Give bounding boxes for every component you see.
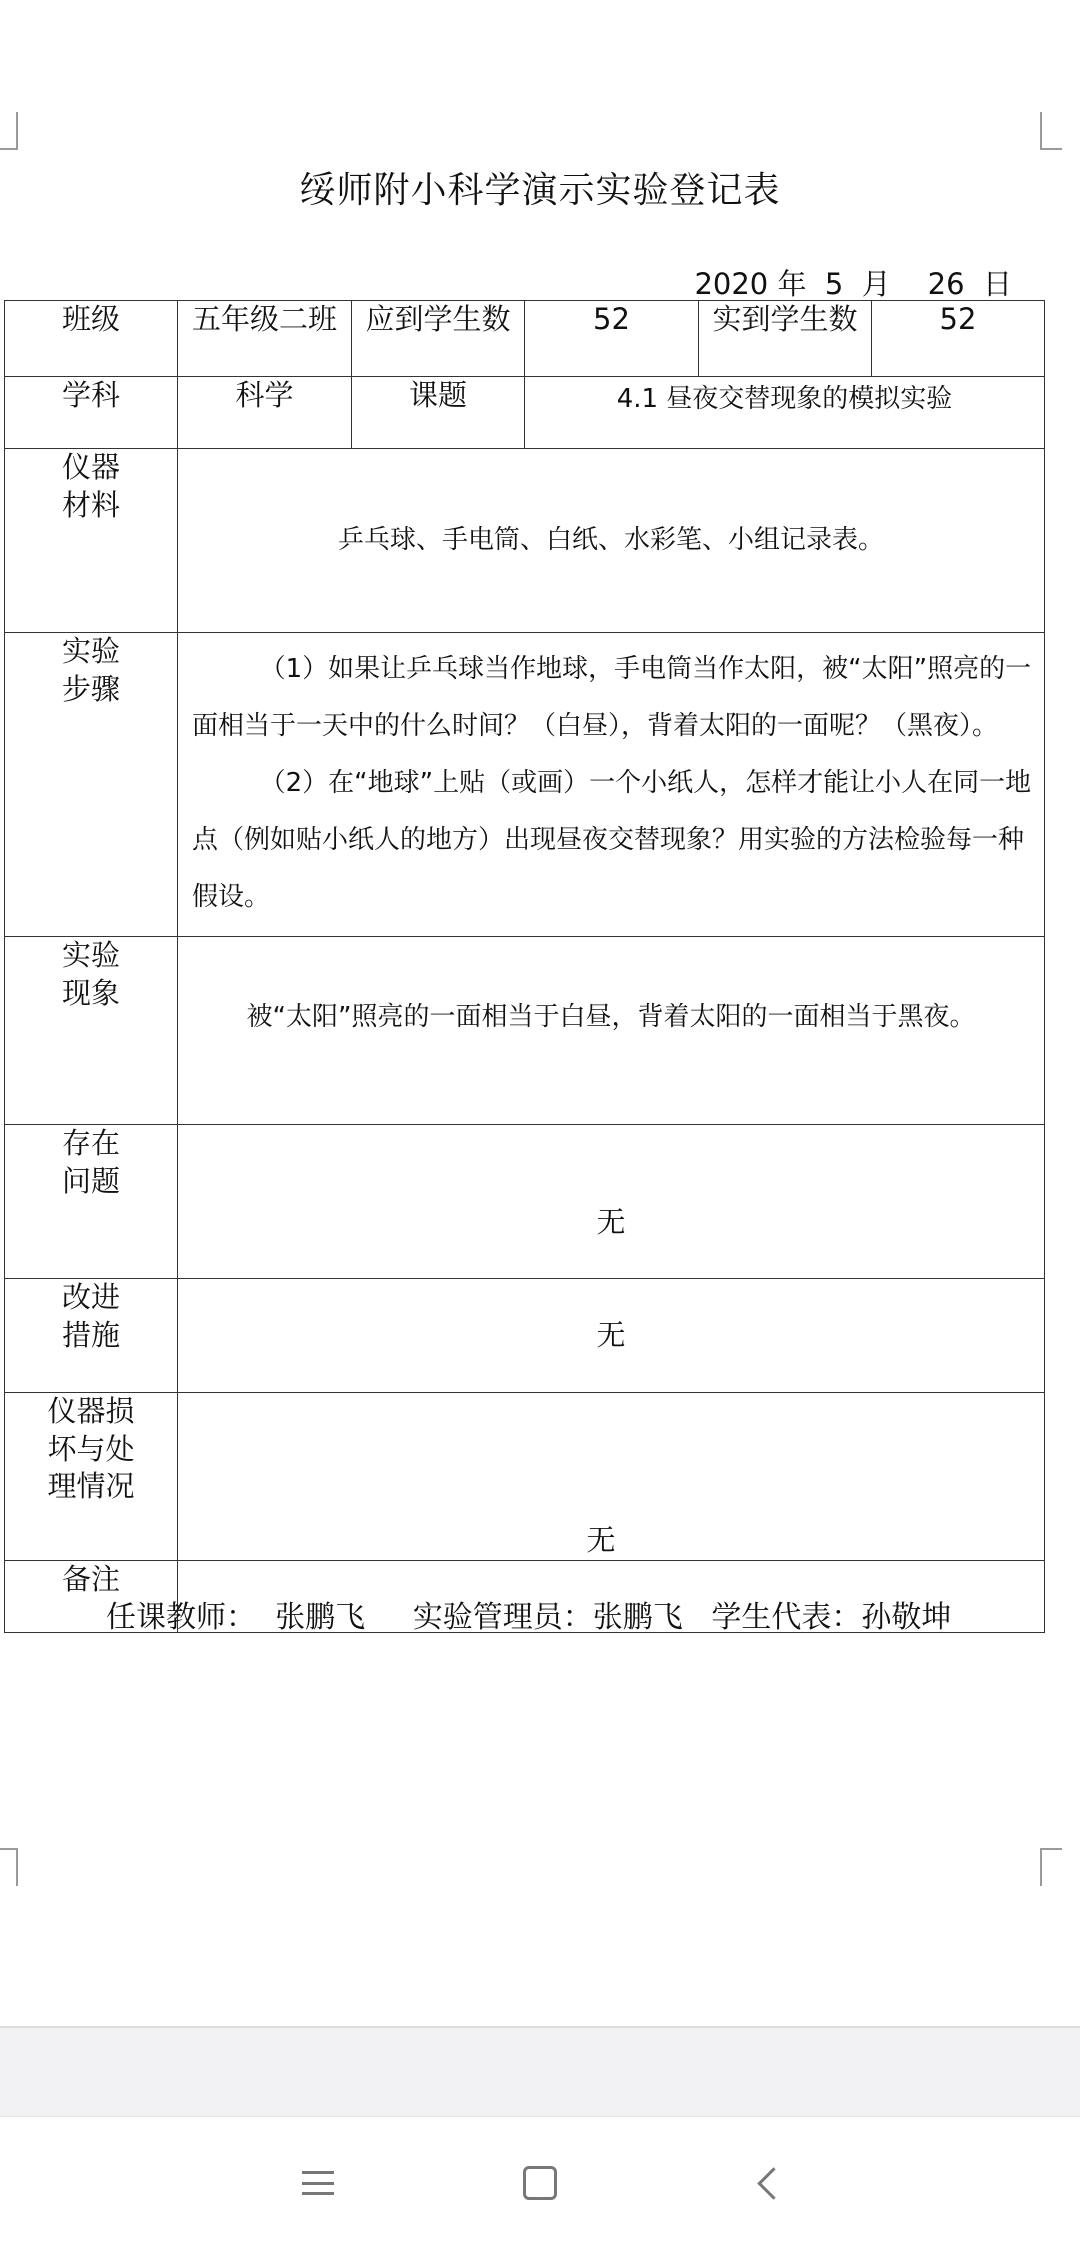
table-row	[5, 1279, 1045, 1393]
menu-button[interactable]	[286, 2151, 350, 2215]
signature-line: 任课教师： 张鹏飞 实验管理员：张鹏飞 学生代表：孙敬坤	[106, 1600, 952, 1635]
record-date: 2020 年 5 月 26 日	[694, 267, 1012, 301]
expected-students-label: 应到学生数	[352, 301, 525, 377]
materials-label	[5, 449, 178, 633]
bottom-panel	[0, 2026, 1080, 2118]
steps-label-line: 步骤	[61, 671, 120, 706]
remark-label: 备注	[5, 1561, 178, 1633]
step-paragraph: （2）在“地球”上贴（或画）一个小纸人，怎样才能让小人在同一地点（例如贴小纸人的地方）出现昼夜交替现象？用实验的方法检验每一种假设。	[192, 768, 1032, 912]
phenomenon-label-line: 实验	[61, 938, 120, 972]
problem-label	[5, 1125, 178, 1279]
materials-value: 乒乓球、手电筒、白纸、水彩笔、小组记录表。	[178, 449, 1045, 633]
home-button[interactable]	[508, 2151, 572, 2215]
subject-label: 学科	[5, 377, 178, 449]
page-corner-mark	[0, 1848, 18, 1886]
damage-label	[5, 1393, 178, 1561]
table-row	[5, 633, 1045, 937]
damage-label-line: 理情况	[47, 1469, 135, 1504]
class-label: 班级	[5, 301, 178, 377]
page-corner-mark	[1040, 1848, 1062, 1886]
materials-label-line: 仪器	[61, 450, 120, 484]
document-title: 绥师附小科学演示实验登记表	[299, 170, 781, 211]
problem-label-line: 问题	[61, 1163, 120, 1198]
damage-label-line: 坏与处	[47, 1431, 135, 1466]
steps-label-line: 实验	[61, 634, 120, 668]
phenomenon-label	[5, 937, 178, 1125]
expected-students-value: 52	[525, 301, 699, 377]
table-row	[5, 1125, 1045, 1279]
phenomenon-label-line: 现象	[61, 975, 120, 1010]
improve-label-line: 措施	[61, 1317, 120, 1352]
improve-value: 无	[178, 1279, 1045, 1393]
damage-value: 无	[178, 1393, 1045, 1561]
improve-label-line: 改进	[61, 1280, 120, 1314]
table-row	[5, 1393, 1045, 1561]
page-corner-mark	[0, 112, 18, 150]
damage-label-line: 仪器损	[47, 1394, 135, 1428]
back-button[interactable]	[736, 2151, 800, 2215]
actual-students-value: 52	[872, 301, 1045, 377]
subject-value: 科学	[178, 377, 352, 449]
back-icon	[757, 2167, 790, 2200]
problem-value: 无	[178, 1125, 1045, 1279]
experiment-record-table	[4, 300, 1045, 1633]
table-row	[5, 937, 1045, 1125]
phenomenon-value: 被“太阳”照亮的一面相当于白昼，背着太阳的一面相当于黑夜。	[178, 937, 1045, 1125]
topic-label: 课题	[352, 377, 525, 449]
step-paragraph: （1）如果让乒乓球当作地球，手电筒当作太阳，被“太阳”照亮的一面相当于一天中的什么时间？（白昼），背着太阳的一面呢？（黑夜）。	[192, 654, 1032, 741]
class-value: 五年级二班	[178, 301, 352, 377]
materials-label-line: 材料	[61, 487, 120, 522]
improve-label	[5, 1279, 178, 1393]
home-icon	[523, 2166, 557, 2200]
table-row	[5, 301, 1045, 377]
steps-content	[178, 633, 1045, 937]
steps-label	[5, 633, 178, 937]
menu-icon	[302, 2171, 334, 2195]
table-row	[5, 449, 1045, 633]
actual-students-label: 实到学生数	[699, 301, 872, 377]
topic-value: 4.1 昼夜交替现象的模拟实验	[525, 377, 1045, 449]
table-row	[5, 377, 1045, 449]
page-corner-mark	[1040, 112, 1062, 150]
system-navigation-bar	[0, 2116, 1080, 2249]
problem-label-line: 存在	[61, 1126, 120, 1160]
